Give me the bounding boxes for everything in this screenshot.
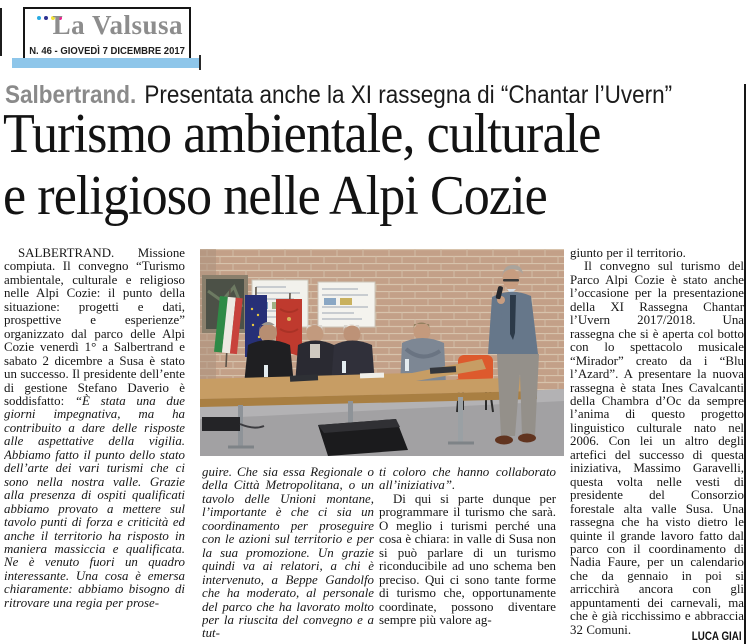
kicker-location: Salbertrand.: [5, 81, 137, 109]
paragraph: Di qui si parte dunque per programmare il turismo che sarà. O meglio i turismi perché una cosa è chiara: in valle di Susa non si può parlare di un turismo riconducibile ad uno schema ben preciso. Qui ci sono tante forme di turismo che, opportunamente coordinate, possono diventare sempre più valore ag-: [379, 491, 556, 627]
quote-paragraph-end: ti coloro che hanno collaborato all’iniziativa”.: [379, 466, 556, 493]
paragraph: Il convegno sul turismo del Parco Alpi Cozie è stato anche l’occasione per la presentazione della XI Rassegna Chantar l’Uvern 2017/2018. Una rassegna che si è aperta col botto con lo spettacolo musicale “Mirador” creato da i “Blu l’Azard”. A presentare la nuova rassegna è stata Ines Cavalcanti della Chambra d’Oc da sempre l’anima di questo progetto linguistico culturale nato nel 2006. Con lei un altro degli artefici del successo di questa iniziativa, Massimo Garavelli, questa volta nelle vesti di presidente del Consorzio forestale alta valle Susa. Una rassegna che ha visto dietro le quinte il grande lavoro fatto dal parco con il coordinamento di Nadia Faure, per un calendario che da gennaio in poi si arricchirà ancora con gli appuntamenti dei carnevali, ma che è già ricchissimo e abbraccia 32 Comuni.: [570, 259, 744, 637]
registration-dot: [44, 16, 48, 20]
article-column-1: [4, 247, 185, 644]
page-edge-rule: [0, 8, 2, 56]
issue-date-line: N. 46 - GIOVEDÌ 7 DICEMBRE 2017: [29, 46, 185, 57]
headline: [3, 103, 600, 227]
paragraph: [4, 247, 185, 610]
newspaper-name: La Valsusa: [52, 10, 183, 40]
conference-photo: [200, 249, 564, 456]
section-accent-bar: [12, 58, 199, 68]
article-column-3: [379, 466, 556, 644]
accent-bar-end-tick: [199, 55, 201, 70]
byline: LUCA GIAI: [689, 631, 742, 644]
registration-dot: [37, 16, 41, 20]
headline-line2: e religioso nelle Alpi Cozie: [3, 165, 547, 227]
article-column-2: [202, 466, 374, 644]
kicker-text: Presentata anche la XI rassegna di “Chantar l’Uvern”: [144, 81, 673, 109]
paragraph-text: SALBERTRAND. Missione compiuta. Il convegno “Turismo ambientale, culturale e religioso nelle Alpi Cozie: il punto della situazione: progetti e dati, prospettive e esperienze” organizzato dal parco delle Alpi Cozie venerdì 1° a Salbertrand e sabato 2 dicembre a Susa è stato un successo. Il presidente dell’ente di gestione Stefano Daverio è soddisfatto:: [4, 247, 185, 408]
paragraph: giunto per il territorio.: [570, 247, 686, 260]
headline-line1: Turismo ambientale, culturale: [3, 103, 601, 165]
quote-paragraph: guire. Che sia essa Regionale o della Città Metropolitana, o un tavolo delle Unioni montane, l’importante è che ci sia un coordinamento per proseguire con le azioni sul territorio e per la sua promozione. Un grazie quindi va ai relatori, a chi è intervenuto, a Beppe Gandolfo che ha moderato, al personale del parco che ha lavorato molto per la riuscita del convegno e a tut-: [202, 466, 374, 641]
quote-text: “È stata una due giorni impegnativa, ma ha contribuito a dare delle risposte alle aspettative della vigilia. Abbiamo fatto il punto dello stato dell’arte dei vari turismi che ci sono nella nostra valle. Grazie alla presenza di ospiti qualificati abbiamo provato a mettere sul tavolo punti di forza e criticità ed anche il territorio ha risposto in maniera massiccia e qualificata. Ne è venuto fuori un quadro interessante. Una cosa è emersa chiaramente: abbiamo bisogno di ritrovare una regia per prose-: [4, 393, 185, 610]
column-divider-rule: [744, 84, 746, 644]
article-column-4: [570, 247, 744, 644]
masthead-box: [23, 7, 191, 61]
